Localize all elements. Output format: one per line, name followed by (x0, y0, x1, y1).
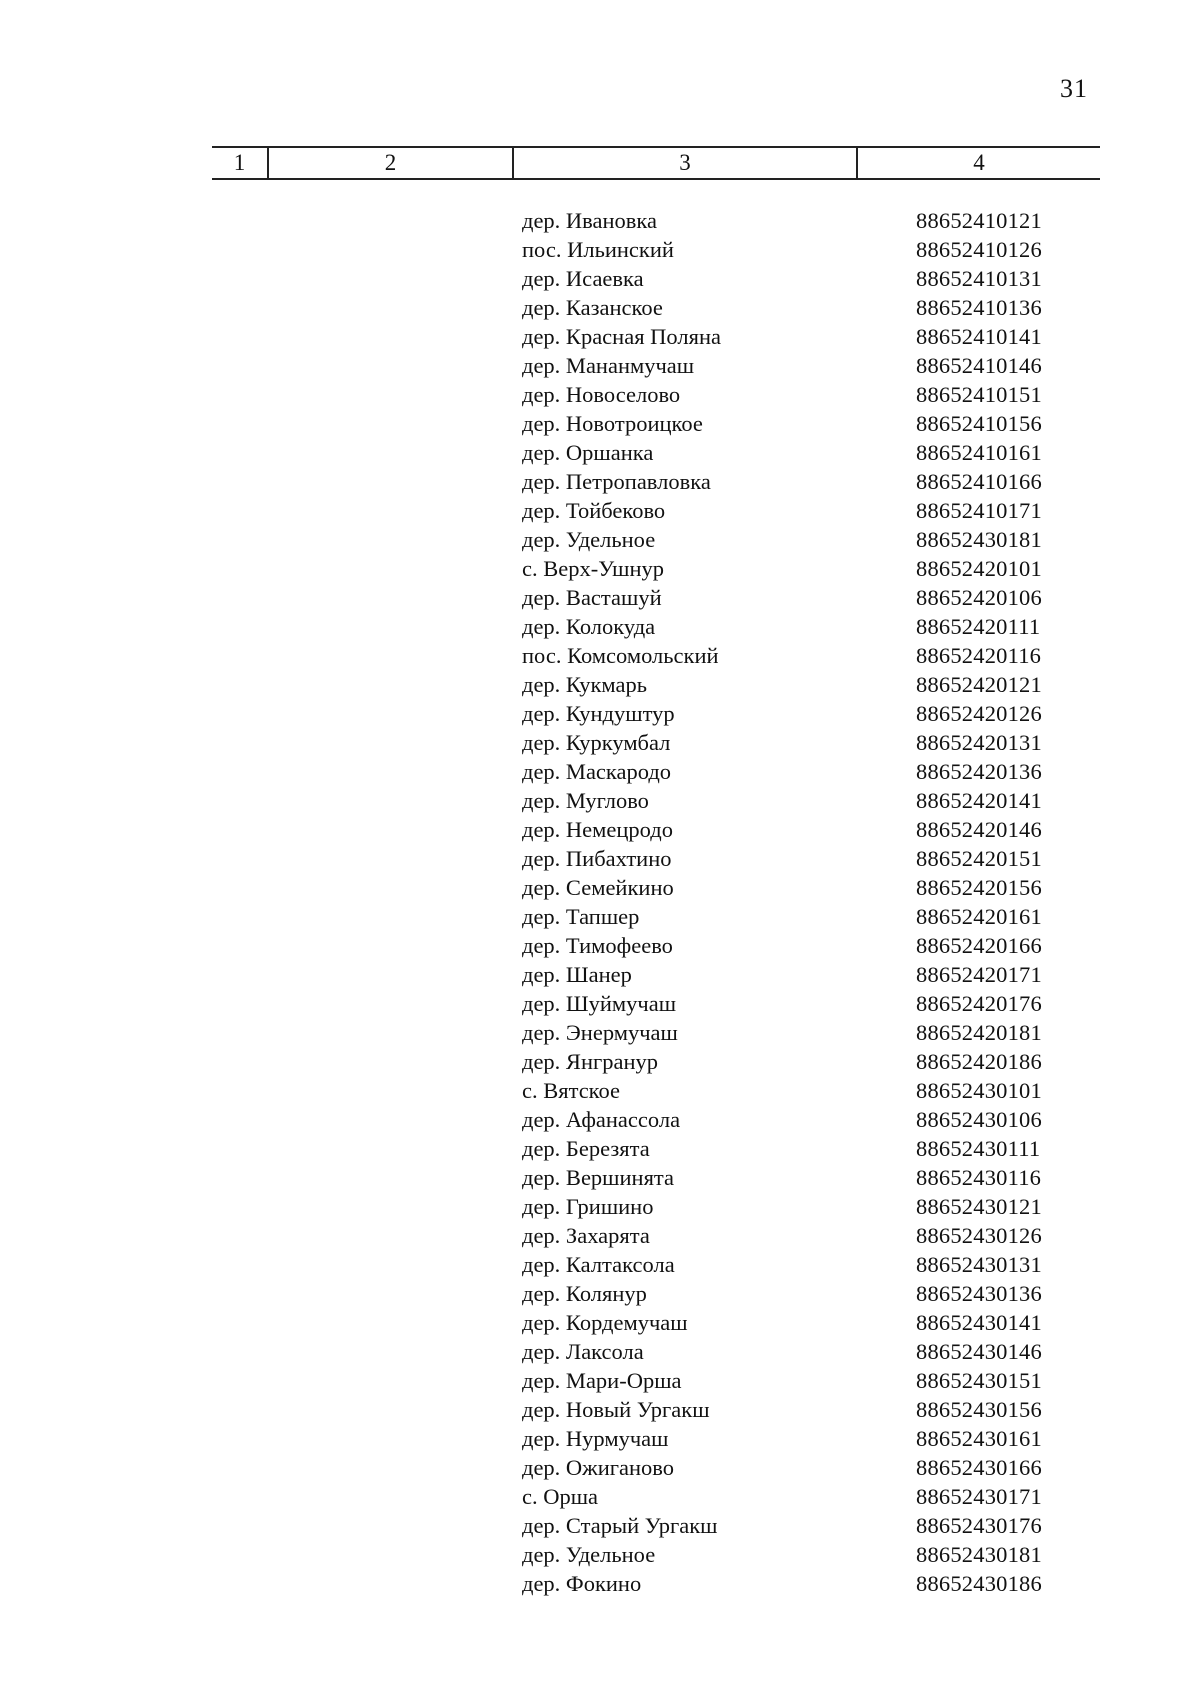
settlement-name: дер. Немецродо (522, 816, 673, 842)
settlement-code: 88652430181 (916, 1541, 1042, 1567)
settlement-code: 88652430146 (916, 1338, 1042, 1364)
settlement-name: дер. Колокуда (522, 613, 656, 639)
settlement-code: 88652420121 (916, 671, 1042, 697)
settlement-name: дер. Ожиганово (522, 1454, 674, 1480)
table-row (522, 467, 1062, 496)
settlement-code: 88652420151 (916, 845, 1042, 871)
table-row (522, 960, 1062, 989)
table-row (522, 641, 1062, 670)
settlement-code: 88652420166 (916, 932, 1042, 958)
settlement-code: 88652410166 (916, 468, 1042, 494)
settlement-code: 88652430121 (916, 1193, 1042, 1219)
settlement-name: дер. Тапшер (522, 903, 640, 929)
settlement-name: дер. Колянур (522, 1280, 647, 1306)
settlement-code: 88652410131 (916, 265, 1042, 291)
table-row (522, 1105, 1062, 1134)
table-row (522, 1192, 1062, 1221)
settlement-code: 88652420106 (916, 584, 1042, 610)
settlement-name: дер. Удельное (522, 1541, 656, 1567)
settlement-name: дер. Калтаксола (522, 1251, 675, 1277)
settlement-code: 88652430131 (916, 1251, 1042, 1277)
settlement-code: 88652430136 (916, 1280, 1042, 1306)
settlement-name: дер. Энермучаш (522, 1019, 678, 1045)
settlement-name: дер. Мари-Орша (522, 1367, 682, 1393)
column-header-4: 4 (973, 150, 985, 175)
settlement-name: дер. Кундуштур (522, 700, 675, 726)
settlement-code: 88652430181 (916, 526, 1042, 552)
table-row (522, 1511, 1062, 1540)
settlement-code: 88652420141 (916, 787, 1042, 813)
settlement-code: 88652410146 (916, 352, 1042, 378)
settlement-code: 88652410156 (916, 410, 1042, 436)
settlement-code: 88652420156 (916, 874, 1042, 900)
table-row (522, 815, 1062, 844)
settlement-code: 88652430171 (916, 1483, 1042, 1509)
table-row (522, 1047, 1062, 1076)
settlement-name: дер. Ивановка (522, 207, 657, 233)
table-row (522, 1395, 1062, 1424)
settlement-name: дер. Новоселово (522, 381, 681, 407)
settlement-name: дер. Нурмучаш (522, 1425, 669, 1451)
settlement-code: 88652410151 (916, 381, 1042, 407)
settlement-code: 88652420161 (916, 903, 1042, 929)
settlement-code: 88652420136 (916, 758, 1042, 784)
settlement-code: 88652410121 (916, 207, 1042, 233)
table-row (522, 206, 1062, 235)
settlement-code: 88652420126 (916, 700, 1042, 726)
table-row (522, 699, 1062, 728)
settlement-name: дер. Исаевка (522, 265, 644, 291)
settlement-name: дер. Маскародо (522, 758, 672, 784)
settlement-name: дер. Тойбеково (522, 497, 666, 523)
settlement-code: 88652420176 (916, 990, 1042, 1016)
table-row (522, 757, 1062, 786)
column-header-2: 2 (269, 148, 514, 178)
table-row (522, 728, 1062, 757)
settlement-name: дер. Янгранур (522, 1048, 658, 1074)
settlement-code: 88652420186 (916, 1048, 1042, 1074)
settlement-code: 88652420171 (916, 961, 1042, 987)
settlement-code: 88652410141 (916, 323, 1042, 349)
settlement-name: дер. Шуймучаш (522, 990, 677, 1016)
table-row (522, 1540, 1062, 1569)
table-row (522, 931, 1062, 960)
table-row (522, 1308, 1062, 1337)
settlement-name: с. Вятское (522, 1077, 620, 1103)
settlement-code: 88652410126 (916, 236, 1042, 262)
table-row (522, 554, 1062, 583)
settlement-name: дер. Новотроицкое (522, 410, 703, 436)
table-row (522, 1424, 1062, 1453)
column-header-1: 1 (212, 148, 269, 178)
table-row (522, 525, 1062, 554)
settlement-code: 88652430161 (916, 1425, 1042, 1451)
settlement-name: дер. Лаксола (522, 1338, 644, 1364)
settlement-code: 88652430101 (916, 1077, 1042, 1103)
settlement-list (522, 206, 1062, 1598)
settlement-name: дер. Оршанка (522, 439, 654, 465)
settlement-name: дер. Афанассола (522, 1106, 681, 1132)
table-row (522, 409, 1062, 438)
settlement-code: 88652420116 (916, 642, 1042, 668)
settlement-name: дер. Пибахтино (522, 845, 672, 871)
page-number: 31 (1060, 74, 1088, 103)
settlement-code: 88652430141 (916, 1309, 1042, 1335)
column-header-row (212, 146, 1100, 180)
settlement-name: дер. Красная Поляна (522, 323, 721, 349)
table-row (522, 786, 1062, 815)
settlement-name: дер. Васташуй (522, 584, 662, 610)
settlement-name: дер. Мананмучаш (522, 352, 695, 378)
table-row (522, 1076, 1062, 1105)
settlement-name: дер. Гришино (522, 1193, 654, 1219)
table-row (522, 1453, 1062, 1482)
settlement-name: дер. Казанское (522, 294, 663, 320)
table-row (522, 1250, 1062, 1279)
settlement-name: дер. Муглово (522, 787, 649, 813)
settlement-code: 88652430176 (916, 1512, 1042, 1538)
settlement-code: 88652410171 (916, 497, 1042, 523)
settlement-code: 88652430186 (916, 1570, 1042, 1596)
settlement-code: 88652410136 (916, 294, 1042, 320)
settlement-code: 88652430156 (916, 1396, 1042, 1422)
table-row (522, 1366, 1062, 1395)
table-row (522, 1482, 1062, 1511)
column-header-3: 3 (514, 148, 858, 178)
settlement-code: 88652430116 (916, 1164, 1042, 1190)
settlement-name: дер. Кордемучаш (522, 1309, 688, 1335)
table-row (522, 264, 1062, 293)
settlement-name: дер. Новый Ургакш (522, 1396, 710, 1422)
settlement-name: с. Орша (522, 1483, 599, 1509)
settlement-code: 88652410161 (916, 439, 1042, 465)
settlement-name: дер. Петропавловка (522, 468, 711, 494)
settlement-name: с. Верх-Ушнур (522, 555, 665, 581)
table-row (522, 670, 1062, 699)
table-row (522, 1337, 1062, 1366)
table-row (522, 322, 1062, 351)
table-row (522, 873, 1062, 902)
settlement-name: дер. Старый Ургакш (522, 1512, 718, 1538)
table-row (522, 902, 1062, 931)
settlement-name: дер. Семейкино (522, 874, 674, 900)
settlement-name: дер. Кукмарь (522, 671, 648, 697)
table-row (522, 351, 1062, 380)
table-row (522, 1134, 1062, 1163)
settlement-name: дер. Тимофеево (522, 932, 673, 958)
table-row (522, 989, 1062, 1018)
settlement-name: дер. Захарята (522, 1222, 650, 1248)
table-row (522, 496, 1062, 525)
table-row (522, 1569, 1062, 1598)
settlement-code: 88652430151 (916, 1367, 1042, 1393)
table-row (522, 380, 1062, 409)
table-row (522, 583, 1062, 612)
settlement-code: 88652430166 (916, 1454, 1042, 1480)
settlement-code: 88652430126 (916, 1222, 1042, 1248)
table-row (522, 1279, 1062, 1308)
settlement-name: дер. Березята (522, 1135, 650, 1161)
settlement-code: 88652420131 (916, 729, 1042, 755)
settlement-name: дер. Вершинята (522, 1164, 675, 1190)
settlement-name: дер. Фокино (522, 1570, 642, 1596)
settlement-name: дер. Шанер (522, 961, 632, 987)
table-row (522, 1163, 1062, 1192)
table-row (522, 293, 1062, 322)
settlement-code: 88652420111 (916, 613, 1041, 639)
table-row (522, 1018, 1062, 1047)
settlement-name: дер. Удельное (522, 526, 656, 552)
settlement-code: 88652430106 (916, 1106, 1042, 1132)
table-row (522, 844, 1062, 873)
table-row (522, 1221, 1062, 1250)
settlement-name: пос. Ильинский (522, 236, 674, 262)
table-row (522, 438, 1062, 467)
settlement-name: дер. Куркумбал (522, 729, 671, 755)
settlement-code: 88652420146 (916, 816, 1042, 842)
settlement-code: 88652430111 (916, 1135, 1041, 1161)
settlement-code: 88652420101 (916, 555, 1042, 581)
settlement-name: пос. Комсомольский (522, 642, 719, 668)
table-row (522, 235, 1062, 264)
table-row (522, 612, 1062, 641)
settlement-code: 88652420181 (916, 1019, 1042, 1045)
